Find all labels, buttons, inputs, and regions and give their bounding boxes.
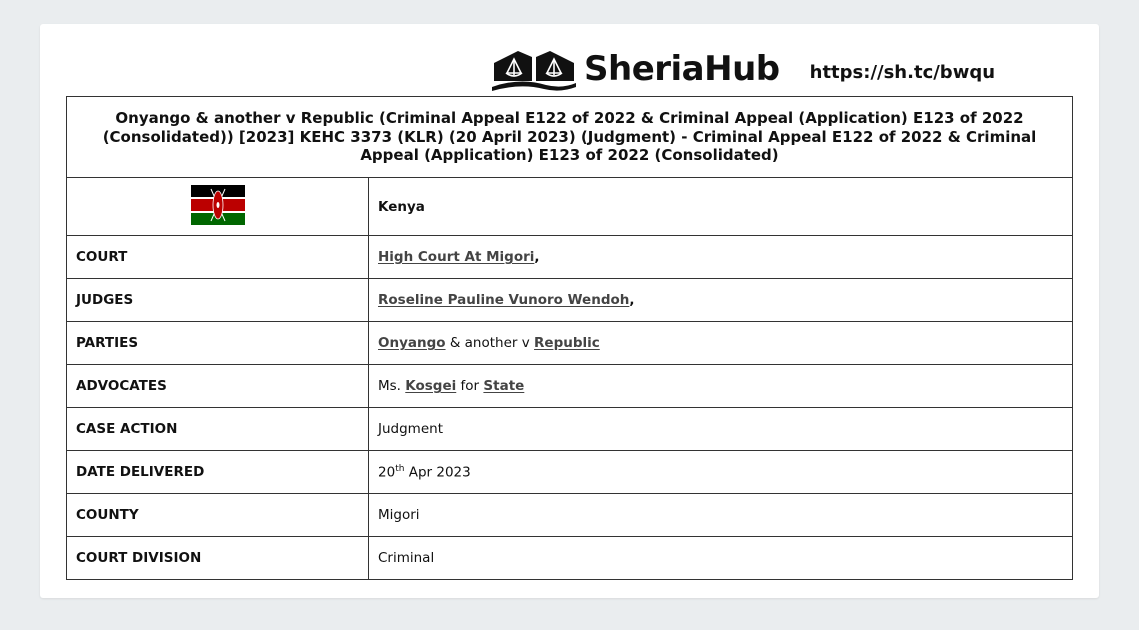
header xyxy=(490,40,995,98)
advocate-prefix: Ms. xyxy=(378,378,406,394)
party-link-republic[interactable]: Republic xyxy=(534,335,600,351)
label-court: COURT xyxy=(67,236,369,279)
judge-link[interactable]: Roseline Pauline Vunoro Wendoh xyxy=(378,292,630,308)
brand-name: SheriaHub xyxy=(584,49,780,89)
value-advocates xyxy=(369,365,1073,408)
date-ordinal: th xyxy=(395,463,405,474)
comma: , xyxy=(629,292,635,308)
parties-connector: & another v xyxy=(445,335,535,351)
row-parties xyxy=(67,322,1073,365)
label-date-delivered: DATE DELIVERED xyxy=(67,451,369,494)
label-parties: PARTIES xyxy=(67,322,369,365)
value-court-division: Criminal xyxy=(369,537,1073,580)
client-link[interactable]: State xyxy=(483,378,525,394)
row-court xyxy=(67,236,1073,279)
date-day: 20 xyxy=(378,464,396,481)
date-rest: Apr 2023 xyxy=(404,464,471,481)
short-url[interactable]: https://sh.tc/bwqu xyxy=(809,61,996,83)
advocate-connector: for xyxy=(456,378,484,394)
brand-logo[interactable] xyxy=(490,45,780,93)
value-date-delivered xyxy=(369,451,1073,494)
value-parties xyxy=(369,322,1073,365)
case-metadata-table xyxy=(66,96,1073,580)
row-advocates xyxy=(67,365,1073,408)
row-judges xyxy=(67,279,1073,322)
country-name: Kenya xyxy=(369,178,1073,236)
value-county: Migori xyxy=(369,494,1073,537)
label-advocates: ADVOCATES xyxy=(67,365,369,408)
value-case-action: Judgment xyxy=(369,408,1073,451)
comma: , xyxy=(534,249,540,265)
label-county: COUNTY xyxy=(67,494,369,537)
scales-of-justice-icon xyxy=(490,45,578,93)
flag-cell xyxy=(67,178,369,236)
label-court-division: COURT DIVISION xyxy=(67,537,369,580)
party-link-onyango[interactable]: Onyango xyxy=(378,335,446,351)
row-date-delivered xyxy=(67,451,1073,494)
row-court-division xyxy=(67,537,1073,580)
advocate-link[interactable]: Kosgei xyxy=(405,378,457,394)
value-judges xyxy=(369,279,1073,322)
row-case-action xyxy=(67,408,1073,451)
document-card xyxy=(40,24,1099,598)
row-county xyxy=(67,494,1073,537)
kenya-flag-icon xyxy=(191,185,245,229)
value-court xyxy=(369,236,1073,279)
court-link[interactable]: High Court At Migori xyxy=(378,249,535,265)
case-title: Onyango & another v Republic (Criminal Appeal E122 of 2022 & Criminal Appeal (Application) E123 of 2022 (Consolidated)) [2023] KEHC 3373 (KLR) (20 April 2023) (Judgment) - Criminal Appeal E122 of 2022 & Criminal Appeal (Application) E123 of 2022 (Consolidated) xyxy=(67,97,1073,178)
label-judges: JUDGES xyxy=(67,279,369,322)
label-case-action: CASE ACTION xyxy=(67,408,369,451)
